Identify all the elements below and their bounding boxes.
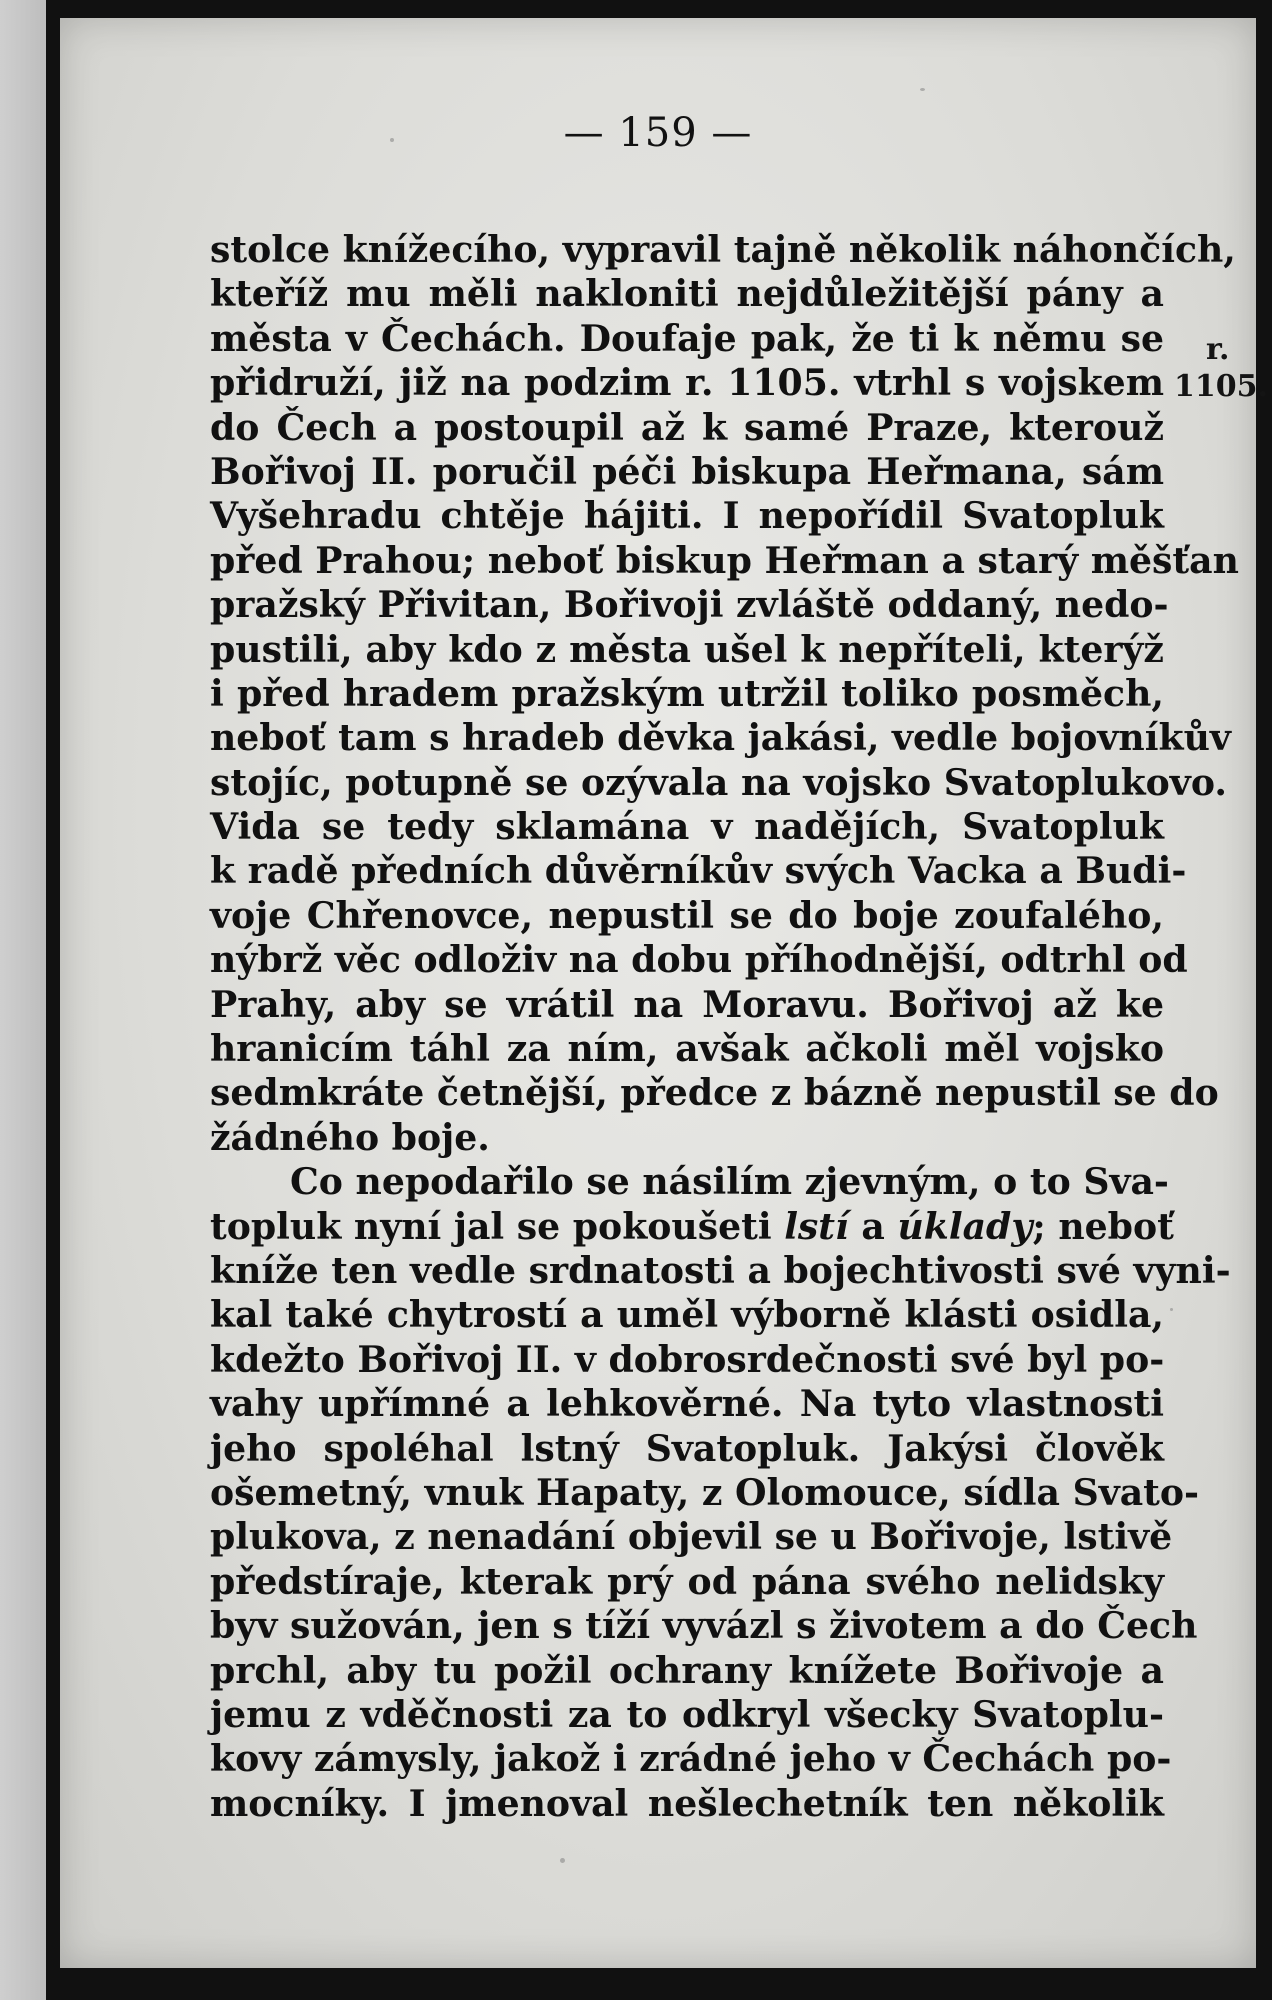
paragraph-first-line: Co nepodařilo se násilím zjevným, o to Sva- <box>290 1160 1169 1204</box>
text-line: ošemetný, vnuk Hapaty, z Olomouce, sídla Svato- <box>210 1470 1200 1514</box>
text-line: Prahy, aby se vrátil na Moravu. Bořivoj až ke <box>210 982 1164 1026</box>
text-run: topluk nyní jal se pokoušeti <box>210 1204 785 1248</box>
text-line: žádného boje. <box>210 1115 490 1159</box>
text-line: kníže ten vedle srdnatosti a bojechtivosti své vyni- <box>210 1248 1231 1292</box>
paper-speck <box>920 88 925 91</box>
italic-word: úklady <box>897 1204 1033 1248</box>
text-line: stojíc, potupně se ozývala na vojsko Svatoplukovo. <box>210 760 1227 804</box>
paper-speck <box>560 1858 565 1863</box>
text-line: do Čech a postoupil až k samé Praze, kterouž <box>210 405 1164 449</box>
text-line: vahy upřímné a lehkověrné. Na tyto vlastnosti <box>210 1382 1164 1426</box>
margin-note-year: 1105. <box>1174 369 1268 404</box>
text-line: voje Chřenovce, nepustil se do boje zoufalého, <box>210 893 1164 937</box>
text-line: kteříž mu měli nakloniti nejdůležitější pány a <box>210 272 1164 316</box>
text-line: kal také chytrostí a uměl výborně klásti osidla, <box>210 1293 1164 1337</box>
text-line: prchl, aby tu požil ochrany knížete Bořivoje a <box>210 1648 1164 1692</box>
text-line: plukova, z nenadání objevil se u Bořivoje, lstivě <box>210 1515 1173 1559</box>
text-line: Vida se tedy sklamána v nadějích, Svatopluk <box>210 805 1164 849</box>
text-line: stolce knížecího, vypravil tajně několik náhončích, <box>210 228 1236 271</box>
text-line: byv sužován, jen s tíží vyvázl s životem a do Čech <box>210 1604 1198 1648</box>
text-line: pražský Přivitan, Bořivoji zvláště oddaný, nedo- <box>210 583 1169 627</box>
text-line: k radě předních důvěrníkův svých Vacka a Budi- <box>210 849 1187 893</box>
text-run: a <box>848 1204 898 1248</box>
book-page <box>60 18 1268 1968</box>
text-line: Bořivoj II. poručil péči biskupa Heřmana, sám <box>210 449 1164 493</box>
margin-note-letter: r. <box>1206 332 1230 367</box>
text-line: jeho spoléhal lstný Svatopluk. Jakýsi člověk <box>210 1426 1164 1470</box>
text-line: nýbrž věc odloživ na dobu příhodnější, odtrhl od <box>210 938 1188 982</box>
text-line: jemu z vděčnosti za to odkryl všecky Svatoplu- <box>210 1692 1164 1736</box>
body-text <box>210 228 1239 1826</box>
page-number: — 159 — <box>563 110 753 156</box>
text-line: i před hradem pražským utržil toliko posměch, <box>210 671 1164 715</box>
text-run: ; neboť <box>1032 1204 1174 1248</box>
text-line: pustili, aby kdo z města ušel k nepříteli, kterýž <box>210 627 1164 671</box>
text-line: neboť tam s hradeb děvka jakási, vedle bojovníkův <box>210 716 1231 760</box>
paper-speck <box>390 138 394 142</box>
italic-word: lstí <box>784 1204 849 1248</box>
text-line: kdežto Bořivoj II. v dobrosrdečnosti své byl po- <box>210 1337 1165 1381</box>
text-line: kovy zámysly, jakož i zrádné jeho v Čechách po- <box>210 1737 1172 1781</box>
text-line: přidruží, již na podzim r. 1105. vtrhl s vojskem <box>210 361 1164 405</box>
text-line: hranicím táhl za ním, avšak ačkoli měl vojsko <box>210 1027 1164 1071</box>
text-line: před Prahou; neboť biskup Heřman a starý měšťan <box>210 538 1239 582</box>
text-line: města v Čechách. Doufaje pak, že ti k němu se <box>210 316 1164 360</box>
paper-speck <box>1170 1308 1173 1311</box>
adjacent-page-edge <box>0 0 46 2000</box>
text-line: předstíraje, kterak prý od pána svého nelidsky <box>210 1559 1164 1603</box>
text-line-with-italics <box>210 1204 1174 1249</box>
text-line: mocníky. I jmenoval nešlechetník ten několik <box>210 1781 1164 1825</box>
text-line: Vyšehradu chtěje hájiti. I nepořídil Svatopluk <box>210 494 1164 538</box>
text-line: sedmkráte četnější, předce z bázně nepustil se do <box>210 1071 1219 1115</box>
